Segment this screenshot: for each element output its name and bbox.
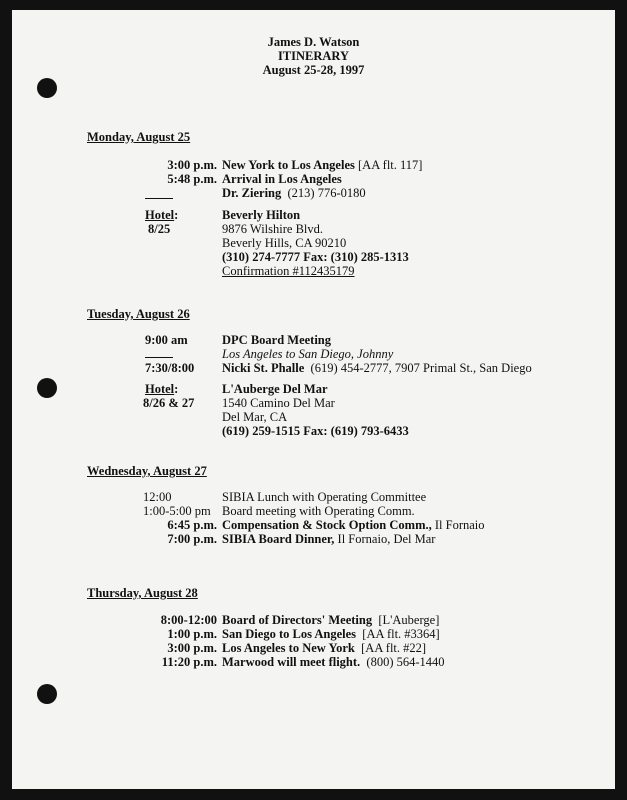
row-note: [AA flt. #3364] (362, 627, 440, 641)
row-description: Compensation & Stock Option Comm., (222, 518, 432, 532)
row-description: Los Angeles to New York (222, 641, 355, 655)
row-time: 12:00 (143, 490, 172, 504)
row-time: 1:00-5:00 pm (143, 504, 211, 518)
hotel-name: L'Auberge Del Mar (222, 382, 328, 396)
hotel-address-line1: 9876 Wilshire Blvd. (222, 222, 324, 236)
row-note: [AA flt. 117] (358, 158, 423, 172)
blank-time-line (145, 198, 173, 199)
row-description: Dr. Ziering (222, 186, 282, 200)
hotel-label: Hotel: (145, 208, 179, 222)
row-note: [AA flt. #22] (361, 641, 427, 655)
document-header (12, 35, 615, 77)
hotel-date: 8/26 & 27 (143, 396, 195, 410)
row-note: Il Fornaio, Del Mar (337, 532, 436, 546)
traveler-name: James D. Watson (267, 35, 360, 49)
row-description: SIBIA Lunch with Operating Committee (222, 490, 427, 504)
section-heading-monday: Monday, August 25 (87, 130, 191, 144)
hotel-name: Beverly Hilton (222, 208, 301, 222)
document-title: ITINERARY (277, 49, 350, 63)
hotel-address-line2: Beverly Hills, CA 90210 (222, 236, 347, 250)
hotel-confirmation: Confirmation #112435179 (222, 264, 355, 278)
section-heading-wednesday: Wednesday, August 27 (87, 464, 207, 478)
row-description: Nicki St. Phalle (222, 361, 305, 375)
row-note: (213) 776-0180 (287, 186, 366, 200)
hotel-label: Hotel: (145, 382, 179, 396)
row-description: New York to Los Angeles (222, 158, 355, 172)
row-note: (619) 454-2777, 7907 Primal St., San Diego (310, 361, 532, 375)
row-time: 8:00-12:00 (160, 613, 217, 627)
hotel-address-line1: 1540 Camino Del Mar (222, 396, 335, 410)
punch-hole (37, 684, 57, 704)
row-description: Marwood will meet flight. (222, 655, 361, 669)
hotel-address-line2: Del Mar, CA (222, 410, 288, 424)
row-description: DPC Board Meeting (222, 333, 332, 347)
row-description: SIBIA Board Dinner, (222, 532, 335, 546)
hotel-phone: (310) 274-7777 Fax: (310) 285-1313 (222, 250, 409, 264)
section-heading-thursday: Thursday, August 28 (87, 586, 198, 600)
row-time: 1:00 p.m. (167, 627, 217, 641)
row-description: Board of Directors' Meeting (222, 613, 373, 627)
row-time: 6:45 p.m. (167, 518, 217, 532)
row-description: Los Angeles to San Diego, Johnny (222, 347, 394, 361)
row-time: 3:00 p.m. (167, 158, 217, 172)
row-time: 7:00 p.m. (167, 532, 217, 546)
row-description: Board meeting with Operating Comm. (222, 504, 415, 518)
hotel-date: 8/25 (148, 222, 171, 236)
punch-hole (37, 78, 57, 98)
row-note: (800) 564-1440 (366, 655, 445, 669)
date-range: August 25-28, 1997 (262, 63, 365, 77)
row-time: 3:00 p.m. (167, 641, 217, 655)
row-note: [L'Auberge] (378, 613, 440, 627)
hotel-phone: (619) 259-1515 Fax: (619) 793-6433 (222, 424, 409, 438)
itinerary-page (12, 10, 615, 789)
row-time: 9:00 am (145, 333, 188, 347)
section-heading-tuesday: Tuesday, August 26 (87, 307, 190, 321)
row-time: 11:20 p.m. (161, 655, 217, 669)
row-time: 7:30/8:00 (145, 361, 195, 375)
row-time: 5:48 p.m. (167, 172, 217, 186)
punch-hole (37, 378, 57, 398)
row-note: Il Fornaio (434, 518, 485, 532)
row-description: San Diego to Los Angeles (222, 627, 357, 641)
row-description: Arrival in Los Angeles (222, 172, 342, 186)
blank-time-line (145, 357, 173, 358)
